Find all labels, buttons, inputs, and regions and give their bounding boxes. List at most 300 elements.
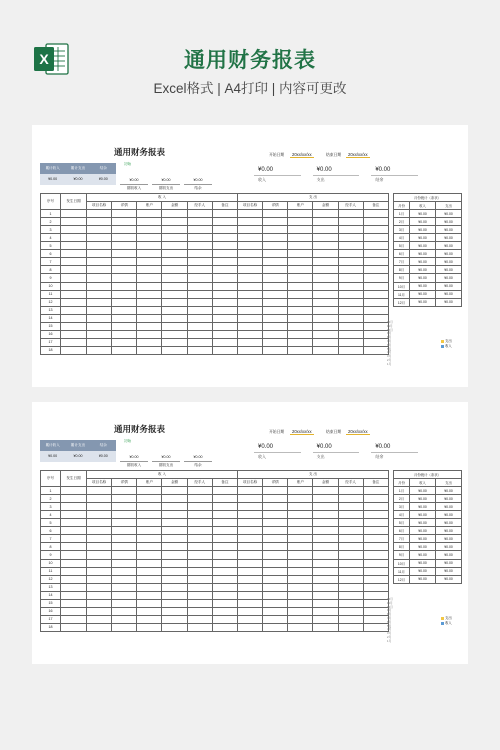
table-cell[interactable]: [212, 535, 237, 543]
table-cell[interactable]: [212, 567, 237, 575]
table-cell[interactable]: [363, 503, 388, 511]
table-cell[interactable]: [61, 519, 87, 527]
table-cell[interactable]: [263, 551, 288, 559]
table-cell[interactable]: [137, 346, 162, 354]
table-cell[interactable]: [338, 226, 363, 234]
table-cell[interactable]: [61, 338, 87, 346]
table-cell[interactable]: [363, 623, 388, 631]
table-cell[interactable]: [313, 322, 338, 330]
table-cell[interactable]: [363, 314, 388, 322]
table-cell[interactable]: [288, 527, 313, 535]
table-cell[interactable]: [237, 511, 262, 519]
table-cell[interactable]: [137, 306, 162, 314]
table-cell[interactable]: [313, 314, 338, 322]
table-cell[interactable]: [112, 346, 137, 354]
table-cell[interactable]: [288, 274, 313, 282]
table-cell[interactable]: [162, 322, 187, 330]
table-cell[interactable]: [288, 575, 313, 583]
table-cell[interactable]: [288, 218, 313, 226]
table-cell[interactable]: [338, 591, 363, 599]
table-cell[interactable]: [237, 567, 262, 575]
table-cell[interactable]: [61, 615, 87, 623]
table-cell[interactable]: [263, 242, 288, 250]
table-cell[interactable]: [212, 615, 237, 623]
table-cell[interactable]: [187, 487, 212, 495]
table-cell[interactable]: [363, 591, 388, 599]
table-cell[interactable]: [187, 210, 212, 218]
table-cell[interactable]: [112, 551, 137, 559]
table-cell[interactable]: [263, 322, 288, 330]
table-cell[interactable]: [112, 210, 137, 218]
table-cell[interactable]: [87, 623, 112, 631]
table-cell[interactable]: [212, 242, 237, 250]
table-cell[interactable]: [187, 282, 212, 290]
table-cell[interactable]: [87, 218, 112, 226]
table-cell[interactable]: [237, 543, 262, 551]
table-cell[interactable]: [363, 266, 388, 274]
table-cell[interactable]: [313, 511, 338, 519]
table-cell[interactable]: [288, 282, 313, 290]
table-cell[interactable]: [162, 623, 187, 631]
table-cell[interactable]: [263, 583, 288, 591]
table-cell[interactable]: [61, 242, 87, 250]
table-cell[interactable]: [313, 210, 338, 218]
table-cell[interactable]: [187, 607, 212, 615]
table-cell[interactable]: [288, 503, 313, 511]
table-cell[interactable]: [187, 258, 212, 266]
table-cell[interactable]: [263, 306, 288, 314]
table-cell[interactable]: [338, 322, 363, 330]
table-cell[interactable]: [263, 314, 288, 322]
table-cell[interactable]: [162, 527, 187, 535]
table-cell[interactable]: [212, 330, 237, 338]
table-cell[interactable]: [338, 282, 363, 290]
table-cell[interactable]: [212, 599, 237, 607]
table-cell[interactable]: [112, 527, 137, 535]
table-cell[interactable]: [338, 242, 363, 250]
end-date-value[interactable]: 20xx/xx/xx: [348, 152, 368, 157]
table-cell[interactable]: [112, 487, 137, 495]
table-cell[interactable]: [112, 226, 137, 234]
table-cell[interactable]: [87, 551, 112, 559]
table-cell[interactable]: [338, 607, 363, 615]
table-cell[interactable]: [237, 607, 262, 615]
table-cell[interactable]: [162, 599, 187, 607]
table-cell[interactable]: [187, 226, 212, 234]
table-cell[interactable]: [87, 615, 112, 623]
table-cell[interactable]: [313, 599, 338, 607]
table-cell[interactable]: [313, 559, 338, 567]
table-cell[interactable]: [363, 346, 388, 354]
table-cell[interactable]: [263, 495, 288, 503]
table-cell[interactable]: [338, 306, 363, 314]
table-cell[interactable]: [112, 290, 137, 298]
table-cell[interactable]: [87, 210, 112, 218]
table-cell[interactable]: [87, 519, 112, 527]
table-cell[interactable]: [338, 250, 363, 258]
table-cell[interactable]: [137, 218, 162, 226]
table-cell[interactable]: [212, 559, 237, 567]
table-cell[interactable]: [87, 226, 112, 234]
table-cell[interactable]: [112, 218, 137, 226]
table-cell[interactable]: [162, 298, 187, 306]
table-cell[interactable]: [237, 503, 262, 511]
table-cell[interactable]: [212, 503, 237, 511]
table-cell[interactable]: [137, 575, 162, 583]
table-cell[interactable]: [61, 535, 87, 543]
table-cell[interactable]: [363, 322, 388, 330]
table-cell[interactable]: [313, 330, 338, 338]
table-cell[interactable]: [187, 234, 212, 242]
table-cell[interactable]: [112, 322, 137, 330]
table-cell[interactable]: [363, 559, 388, 567]
table-cell[interactable]: [162, 218, 187, 226]
table-cell[interactable]: [363, 242, 388, 250]
table-cell[interactable]: [212, 322, 237, 330]
table-cell[interactable]: [212, 346, 237, 354]
table-cell[interactable]: [212, 314, 237, 322]
table-cell[interactable]: [61, 226, 87, 234]
table-cell[interactable]: [338, 258, 363, 266]
table-cell[interactable]: [137, 527, 162, 535]
table-cell[interactable]: [288, 551, 313, 559]
table-cell[interactable]: [237, 266, 262, 274]
table-cell[interactable]: [187, 314, 212, 322]
table-cell[interactable]: [187, 543, 212, 551]
table-cell[interactable]: [237, 487, 262, 495]
table-cell[interactable]: [237, 527, 262, 535]
table-cell[interactable]: [212, 234, 237, 242]
table-cell[interactable]: [363, 567, 388, 575]
table-cell[interactable]: [112, 274, 137, 282]
table-cell[interactable]: [363, 218, 388, 226]
table-cell[interactable]: [162, 495, 187, 503]
table-cell[interactable]: [162, 551, 187, 559]
table-cell[interactable]: [288, 583, 313, 591]
table-cell[interactable]: [212, 583, 237, 591]
table-cell[interactable]: [363, 543, 388, 551]
start-date-value[interactable]: 20xx/xx/xx: [292, 152, 312, 157]
table-cell[interactable]: [162, 258, 187, 266]
table-cell[interactable]: [237, 298, 262, 306]
table-cell[interactable]: [212, 306, 237, 314]
table-cell[interactable]: [162, 503, 187, 511]
table-cell[interactable]: [87, 575, 112, 583]
table-cell[interactable]: [162, 535, 187, 543]
table-cell[interactable]: [112, 575, 137, 583]
table-cell[interactable]: [237, 250, 262, 258]
table-cell[interactable]: [288, 543, 313, 551]
table-cell[interactable]: [87, 535, 112, 543]
table-cell[interactable]: [363, 551, 388, 559]
table-cell[interactable]: [87, 511, 112, 519]
table-cell[interactable]: [87, 338, 112, 346]
table-cell[interactable]: [288, 567, 313, 575]
table-cell[interactable]: [313, 519, 338, 527]
table-cell[interactable]: [112, 266, 137, 274]
table-cell[interactable]: [313, 242, 338, 250]
table-cell[interactable]: [87, 242, 112, 250]
table-cell[interactable]: [363, 210, 388, 218]
table-cell[interactable]: [338, 575, 363, 583]
table-cell[interactable]: [61, 503, 87, 511]
table-cell[interactable]: [137, 290, 162, 298]
table-cell[interactable]: [313, 607, 338, 615]
table-cell[interactable]: [313, 567, 338, 575]
table-cell[interactable]: [87, 591, 112, 599]
table-cell[interactable]: [137, 226, 162, 234]
table-cell[interactable]: [313, 274, 338, 282]
table-cell[interactable]: [338, 511, 363, 519]
table-cell[interactable]: [338, 218, 363, 226]
table-cell[interactable]: [212, 551, 237, 559]
table-cell[interactable]: [162, 282, 187, 290]
table-cell[interactable]: [338, 543, 363, 551]
table-cell[interactable]: [212, 543, 237, 551]
table-cell[interactable]: [313, 282, 338, 290]
table-cell[interactable]: [288, 250, 313, 258]
table-cell[interactable]: [288, 226, 313, 234]
table-cell[interactable]: [61, 527, 87, 535]
table-cell[interactable]: [288, 314, 313, 322]
table-cell[interactable]: [288, 242, 313, 250]
table-cell[interactable]: [363, 495, 388, 503]
table-cell[interactable]: [212, 591, 237, 599]
table-cell[interactable]: [338, 503, 363, 511]
table-cell[interactable]: [237, 535, 262, 543]
table-cell[interactable]: [338, 330, 363, 338]
table-cell[interactable]: [237, 218, 262, 226]
table-cell[interactable]: [363, 519, 388, 527]
table-cell[interactable]: [187, 495, 212, 503]
table-cell[interactable]: [187, 298, 212, 306]
table-cell[interactable]: [338, 567, 363, 575]
table-cell[interactable]: [338, 623, 363, 631]
table-cell[interactable]: [237, 274, 262, 282]
table-cell[interactable]: [263, 218, 288, 226]
table-cell[interactable]: [263, 290, 288, 298]
table-cell[interactable]: [162, 250, 187, 258]
table-cell[interactable]: [87, 266, 112, 274]
table-cell[interactable]: [237, 306, 262, 314]
table-cell[interactable]: [212, 495, 237, 503]
table-cell[interactable]: [61, 250, 87, 258]
table-cell[interactable]: [338, 615, 363, 623]
table-cell[interactable]: [338, 551, 363, 559]
table-cell[interactable]: [187, 535, 212, 543]
table-cell[interactable]: [162, 330, 187, 338]
table-cell[interactable]: [137, 234, 162, 242]
table-cell[interactable]: [187, 250, 212, 258]
table-cell[interactable]: [313, 258, 338, 266]
table-cell[interactable]: [263, 607, 288, 615]
table-cell[interactable]: [363, 535, 388, 543]
table-cell[interactable]: [363, 330, 388, 338]
table-cell[interactable]: [137, 583, 162, 591]
table-cell[interactable]: [112, 567, 137, 575]
table-cell[interactable]: [137, 487, 162, 495]
table-cell[interactable]: [137, 503, 162, 511]
table-cell[interactable]: [212, 487, 237, 495]
table-cell[interactable]: [263, 250, 288, 258]
table-cell[interactable]: [212, 210, 237, 218]
table-cell[interactable]: [187, 527, 212, 535]
table-cell[interactable]: [313, 226, 338, 234]
table-cell[interactable]: [112, 495, 137, 503]
table-cell[interactable]: [338, 210, 363, 218]
table-cell[interactable]: [363, 290, 388, 298]
table-cell[interactable]: [237, 583, 262, 591]
table-cell[interactable]: [137, 495, 162, 503]
table-cell[interactable]: [288, 615, 313, 623]
table-cell[interactable]: [87, 527, 112, 535]
table-cell[interactable]: [61, 218, 87, 226]
table-cell[interactable]: [263, 258, 288, 266]
table-cell[interactable]: [263, 567, 288, 575]
table-cell[interactable]: [137, 298, 162, 306]
table-cell[interactable]: [263, 575, 288, 583]
table-cell[interactable]: [212, 282, 237, 290]
table-cell[interactable]: [288, 298, 313, 306]
table-cell[interactable]: [237, 551, 262, 559]
table-cell[interactable]: [212, 274, 237, 282]
table-cell[interactable]: [87, 298, 112, 306]
table-cell[interactable]: [212, 290, 237, 298]
table-cell[interactable]: [187, 338, 212, 346]
table-cell[interactable]: [288, 338, 313, 346]
table-cell[interactable]: [313, 218, 338, 226]
table-cell[interactable]: [61, 210, 87, 218]
table-cell[interactable]: [112, 535, 137, 543]
table-cell[interactable]: [112, 519, 137, 527]
table-cell[interactable]: [162, 226, 187, 234]
table-cell[interactable]: [313, 290, 338, 298]
table-cell[interactable]: [338, 266, 363, 274]
table-cell[interactable]: [61, 346, 87, 354]
table-cell[interactable]: [61, 599, 87, 607]
table-cell[interactable]: [87, 543, 112, 551]
table-cell[interactable]: [87, 234, 112, 242]
table-cell[interactable]: [313, 583, 338, 591]
start-date-value[interactable]: 20xx/xx/xx: [292, 429, 312, 434]
table-cell[interactable]: [61, 543, 87, 551]
table-cell[interactable]: [313, 487, 338, 495]
table-cell[interactable]: [263, 535, 288, 543]
table-cell[interactable]: [61, 282, 87, 290]
table-cell[interactable]: [263, 234, 288, 242]
table-cell[interactable]: [87, 258, 112, 266]
table-cell[interactable]: [338, 495, 363, 503]
table-cell[interactable]: [363, 274, 388, 282]
table-cell[interactable]: [87, 282, 112, 290]
table-cell[interactable]: [61, 234, 87, 242]
table-cell[interactable]: [87, 559, 112, 567]
table-cell[interactable]: [187, 511, 212, 519]
table-cell[interactable]: [137, 543, 162, 551]
table-cell[interactable]: [263, 623, 288, 631]
table-cell[interactable]: [363, 258, 388, 266]
table-cell[interactable]: [288, 511, 313, 519]
table-cell[interactable]: [187, 306, 212, 314]
table-cell[interactable]: [162, 583, 187, 591]
table-cell[interactable]: [237, 330, 262, 338]
table-cell[interactable]: [338, 298, 363, 306]
table-cell[interactable]: [338, 234, 363, 242]
table-cell[interactable]: [263, 282, 288, 290]
table-cell[interactable]: [162, 266, 187, 274]
table-cell[interactable]: [313, 250, 338, 258]
table-cell[interactable]: [61, 274, 87, 282]
table-cell[interactable]: [162, 274, 187, 282]
table-cell[interactable]: [212, 258, 237, 266]
table-cell[interactable]: [363, 583, 388, 591]
table-cell[interactable]: [187, 575, 212, 583]
table-cell[interactable]: [338, 487, 363, 495]
table-cell[interactable]: [187, 615, 212, 623]
table-cell[interactable]: [162, 306, 187, 314]
table-cell[interactable]: [61, 487, 87, 495]
table-cell[interactable]: [61, 591, 87, 599]
table-cell[interactable]: [237, 314, 262, 322]
table-cell[interactable]: [61, 511, 87, 519]
table-cell[interactable]: [162, 487, 187, 495]
table-cell[interactable]: [187, 567, 212, 575]
table-cell[interactable]: [363, 487, 388, 495]
table-cell[interactable]: [363, 575, 388, 583]
table-cell[interactable]: [212, 266, 237, 274]
table-cell[interactable]: [137, 623, 162, 631]
table-cell[interactable]: [363, 234, 388, 242]
table-cell[interactable]: [212, 298, 237, 306]
table-cell[interactable]: [187, 242, 212, 250]
table-cell[interactable]: [288, 623, 313, 631]
table-cell[interactable]: [162, 210, 187, 218]
table-cell[interactable]: [313, 266, 338, 274]
table-cell[interactable]: [263, 274, 288, 282]
table-cell[interactable]: [112, 250, 137, 258]
table-cell[interactable]: [187, 599, 212, 607]
table-cell[interactable]: [187, 274, 212, 282]
table-cell[interactable]: [313, 551, 338, 559]
table-cell[interactable]: [187, 519, 212, 527]
table-cell[interactable]: [313, 623, 338, 631]
table-cell[interactable]: [263, 298, 288, 306]
table-cell[interactable]: [137, 551, 162, 559]
table-cell[interactable]: [338, 583, 363, 591]
table-cell[interactable]: [313, 615, 338, 623]
table-cell[interactable]: [162, 559, 187, 567]
table-cell[interactable]: [137, 242, 162, 250]
table-cell[interactable]: [263, 559, 288, 567]
table-cell[interactable]: [363, 282, 388, 290]
table-cell[interactable]: [187, 322, 212, 330]
table-cell[interactable]: [237, 519, 262, 527]
table-cell[interactable]: [162, 346, 187, 354]
table-cell[interactable]: [212, 575, 237, 583]
table-cell[interactable]: [112, 330, 137, 338]
table-cell[interactable]: [237, 623, 262, 631]
table-cell[interactable]: [61, 583, 87, 591]
table-cell[interactable]: [237, 346, 262, 354]
table-cell[interactable]: [338, 559, 363, 567]
table-cell[interactable]: [162, 242, 187, 250]
table-cell[interactable]: [288, 290, 313, 298]
table-cell[interactable]: [313, 527, 338, 535]
table-cell[interactable]: [237, 599, 262, 607]
table-cell[interactable]: [112, 314, 137, 322]
table-cell[interactable]: [338, 346, 363, 354]
table-cell[interactable]: [237, 322, 262, 330]
